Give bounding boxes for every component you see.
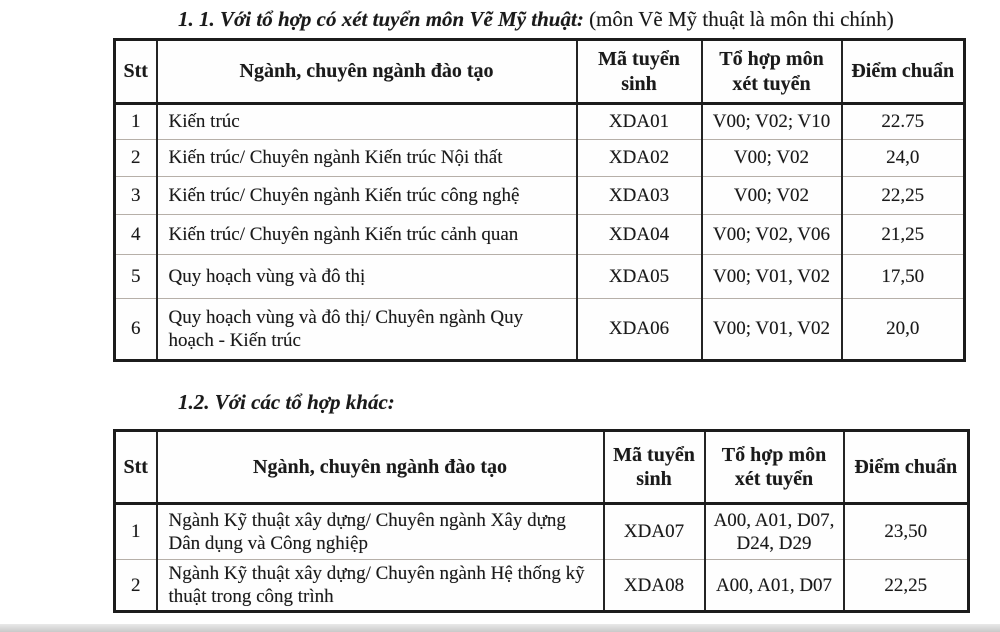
table2-header-row [115,431,969,504]
cell-ma-tuyen-sinh: XDA06 [577,299,702,361]
cell-nganh: Kiến trúc/ Chuyên ngành Kiến trúc công nghệ [157,177,577,215]
col-header-ma-tuyen-sinh: Mã tuyển sinh [577,40,702,104]
cell-stt: 1 [131,111,141,133]
col-header-nganh: Ngành, chuyên ngành đào tạo [157,431,604,504]
cell-to-hop: V00; V02; V10 [702,104,842,140]
admission-table-to-hop-khac [113,429,970,613]
cell-to-hop: V00; V02 [702,140,842,177]
cell-to-hop: V00; V01, V02 [702,299,842,361]
table-row [115,177,965,215]
cell-ma-tuyen-sinh: XDA05 [577,255,702,299]
section-1-2-heading: 1.2. Với các tổ hợp khác: [178,390,395,414]
cell-ma-tuyen-sinh: XDA04 [577,215,702,255]
col-header-stt: Stt [115,431,157,504]
cell-diem-chuan: 17,50 [842,255,965,299]
cell-nganh: Quy hoạch vùng và đô thị/ Chuyên ngành Quy hoạch - Kiến trúc [157,299,577,361]
cell-stt: 1 [131,521,141,543]
table-row [115,140,965,177]
cell-stt: 2 [115,560,157,612]
cell-diem-chuan: 22,25 [844,560,969,612]
table-row [115,560,969,612]
cell-to-hop: A00, A01, D07 [705,560,844,612]
cell-diem-chuan: 23,50 [844,504,969,560]
table-row [115,104,965,140]
table-row [115,215,965,255]
col-header-nganh: Ngành, chuyên ngành đào tạo [157,40,577,104]
cell-to-hop: V00; V01, V02 [702,255,842,299]
table1-header-row [115,40,965,104]
table-row [115,299,965,361]
cell-stt: 2 [115,140,157,177]
cell-ma-tuyen-sinh: XDA07 [604,504,705,560]
admission-table-ve-my-thuat [113,38,966,362]
cell-ma-tuyen-sinh: XDA08 [604,560,705,612]
cell-diem-chuan: 22,25 [842,177,965,215]
cell-nganh: Kiến trúc/ Chuyên ngành Kiến trúc cảnh quan [157,215,577,255]
cell-nganh: Quy hoạch vùng và đô thị [157,255,577,299]
section-1-1-heading [178,6,1000,33]
cell-stt: 6 [115,299,157,361]
cell-nganh: Kiến trúc/ Chuyên ngành Kiến trúc Nội thất [157,140,577,177]
cell-to-hop: A00, A01, D07, D24, D29 [705,504,844,560]
cell-nganh: Ngành Kỹ thuật xây dựng/ Chuyên ngành Xây dựng Dân dụng và Công nghiệp [157,504,604,560]
cell-diem-chuan: 21,25 [842,215,965,255]
col-header-diem-chuan: Điểm chuẩn [842,40,965,104]
cell-ma-tuyen-sinh: XDA01 [577,104,702,140]
col-header-to-hop: Tổ hợp môn xét tuyển [702,40,842,104]
col-header-ma-tuyen-sinh: Mã tuyển sinh [604,431,705,504]
table-row [115,504,969,560]
cell-ma-tuyen-sinh: XDA02 [577,140,702,177]
table-row [115,255,965,299]
section-1-1-heading-note: (môn Vẽ Mỹ thuật là môn thi chính) [583,7,894,31]
cell-nganh: Kiến trúc [157,104,577,140]
cell-diem-chuan: 24,0 [842,140,965,177]
cell-stt: 3 [115,177,157,215]
cell-stt: 4 [115,215,157,255]
scan-edge-artifact [0,624,1000,632]
col-header-to-hop: Tổ hợp môn xét tuyển [705,431,844,504]
col-header-diem-chuan: Điểm chuẩn [844,431,969,504]
cell-diem-chuan: 22.75 [842,104,965,140]
section-1-1-heading-title: 1. 1. Với tổ hợp có xét tuyển môn Vẽ Mỹ thuật: [178,7,584,31]
cell-to-hop: V00; V02 [702,177,842,215]
cell-nganh: Ngành Kỹ thuật xây dựng/ Chuyên ngành Hệ thống kỹ thuật trong công trình [157,560,604,612]
cell-stt: 5 [115,255,157,299]
cell-ma-tuyen-sinh: XDA03 [577,177,702,215]
cell-to-hop: V00; V02, V06 [702,215,842,255]
cell-diem-chuan: 20,0 [842,299,965,361]
col-header-stt: Stt [115,40,157,104]
